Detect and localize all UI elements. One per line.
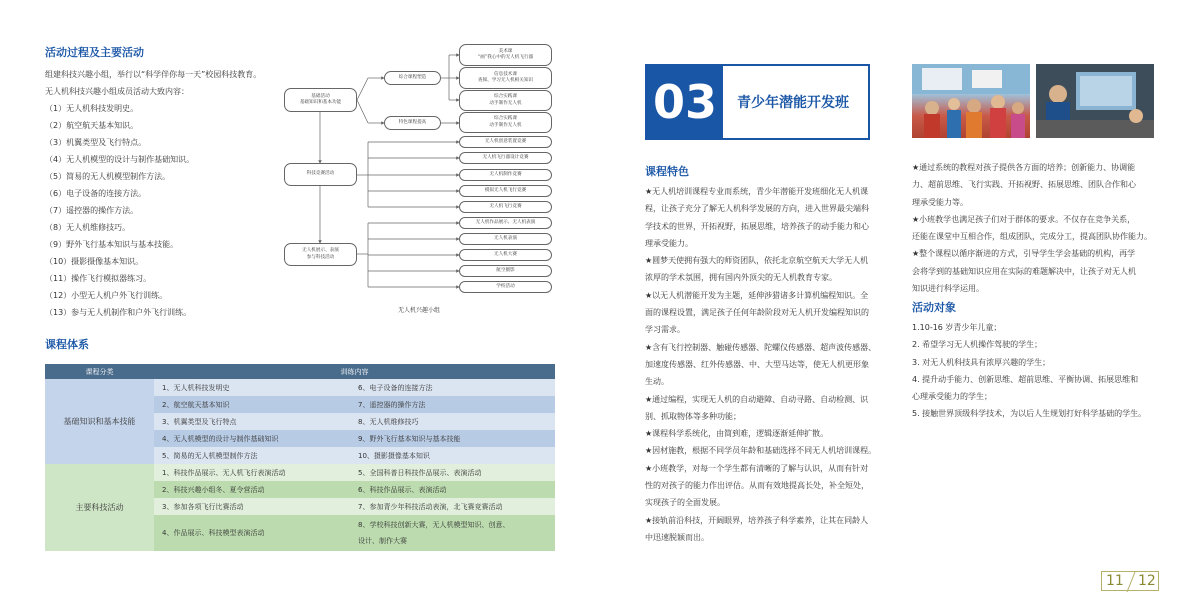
- table-cell: 4、作品展示、科技模型表演活动: [154, 515, 350, 551]
- flow-compete-item: [459, 169, 552, 181]
- cell-line: 设计、制作大赛: [358, 537, 407, 545]
- feature-line: ★圆梦天使拥有强大的师资团队，依托北京航空航天大学无人机: [645, 256, 869, 266]
- flow-show-item: [459, 265, 552, 277]
- category-cell: 基础知识和基本技能: [45, 379, 154, 464]
- flow-compete-box: [284, 163, 357, 186]
- flow-text: 参与科技活动: [306, 254, 335, 260]
- feature-line: 中迅速脱颖而出。: [645, 532, 709, 542]
- feature-line: ★以无人机潜能开发为主题，延伸涉猎诸多计算机编程知识。全: [645, 290, 869, 300]
- feature-line: 学习需求。: [645, 325, 685, 335]
- feature-line: ★通过系统的教程对孩子提供各方面的培养；创新能力、协调能: [912, 163, 1136, 172]
- table-cell: 1、无人机科技发明史: [154, 379, 350, 396]
- activity-item: （9）野外飞行基本知识与基本技能。: [45, 240, 179, 249]
- feature-line: 还能在课堂中互相合作，组成团队，完成分工，提高团队协作能力。: [912, 232, 1152, 242]
- table-cell: 9、野外飞行基本知识与基本技能: [350, 430, 555, 447]
- table-cell: 8、无人机维修技巧: [350, 413, 555, 430]
- feature-line: 理承受能力。: [645, 238, 693, 248]
- audience-item: 心理承受能力的学生；: [912, 392, 992, 402]
- flow-text: 查阅、学习无人机相关知识: [477, 78, 534, 83]
- audience-item: 5. 接触世界顶级科学技术，为以后人生规划打好科学基础的学生。: [912, 409, 1147, 419]
- feature-line: 力、超前思维、飞行实践、开拓视野、拓展思维、团队合作和心: [912, 180, 1136, 190]
- activity-item: （3）机翼类型及飞行特点。: [45, 138, 147, 147]
- photo-illustration: [912, 64, 1030, 138]
- feature-line: ★因材施教，根据不同学员年龄和基础选择不同无人机培训课程。: [645, 446, 877, 456]
- cell-line: 8、学校科技创新大赛，无人机模型知识、创意、: [358, 521, 510, 529]
- flow-root-box: [284, 88, 357, 112]
- flow-text: 无人机表演: [494, 235, 517, 241]
- section-title-activities: 活动过程及主要活动: [45, 46, 144, 59]
- flow-text: 基础知识和基本功能: [299, 100, 342, 105]
- feature-line: 实现孩子的全面发展。: [645, 498, 725, 508]
- table-row: [45, 379, 555, 396]
- features-text-col2: [912, 159, 1162, 297]
- flow-show-item: [459, 281, 552, 293]
- feature-line: 面的课程设置，满足孩子任何年龄阶段对无人机开发编程知识的: [645, 308, 869, 318]
- page-number-box: [1101, 571, 1159, 591]
- feature-line: ★课程科学系统化，由简到难，逻辑逐渐延伸扩散。: [645, 429, 829, 439]
- flow-compete-item: [459, 152, 552, 164]
- table-cell: 2、航空航天基本知识: [154, 396, 350, 413]
- flow-text: 无人机飞行竞赛: [489, 203, 522, 209]
- flow-text: 信息技术课: [494, 71, 517, 77]
- activity-item: （6）电子设备的连接方法。: [45, 189, 147, 198]
- flow-text: “画”我心中的无人机飞行器: [477, 55, 534, 60]
- table-cell: 7、遥控器的操作方法: [350, 396, 555, 413]
- table-header: 训练内容: [154, 364, 555, 379]
- flow-top-box: [459, 112, 552, 133]
- table-cell: 1、科技作品展示、无人机飞行表演活动: [154, 464, 350, 481]
- feature-line: 加速度传感器、红外传感器、中、大型马达等，使无人机更形象: [645, 359, 869, 369]
- flow-compete-item: [459, 201, 552, 213]
- table-cell: 5、简易的无人机模型制作方法: [154, 447, 350, 464]
- flow-show-item: [459, 249, 552, 261]
- activity-item: （7）遥控器的操作方法。: [45, 206, 139, 215]
- activity-item: （13）参与无人机制作和户外飞行训练。: [45, 308, 192, 317]
- table-cell: 7、参加青少年科技活动表演，北飞赛竞赛活动: [350, 498, 555, 515]
- flow-text: 科技竞赛活动: [306, 171, 335, 177]
- flow-text: 综合实践课: [494, 94, 517, 99]
- flow-text: 特色课程提高: [398, 119, 427, 125]
- feature-line: ★小班教学，对每一个学生都有清晰的了解与认识，从而有针对: [645, 463, 869, 473]
- curriculum-table: [45, 364, 555, 551]
- classroom-photo-2: [1036, 64, 1154, 138]
- feature-line: 性的对孩子的能力作出评估。从而有效地提高长处，补全短处，: [645, 481, 869, 491]
- flow-show-item: [459, 217, 552, 229]
- flow-mid-box: [384, 116, 441, 130]
- flow-compete-item: [459, 136, 552, 148]
- table-header-row: [45, 364, 555, 379]
- table-row: [45, 464, 555, 481]
- section-title-features: 课程特色: [645, 165, 689, 178]
- badge-title: 青少年潜能开发班: [737, 95, 849, 111]
- activity-item: （12）小型无人机户外飞行训练。: [45, 291, 168, 300]
- table-cell: 4、无人机模型的设计与制作基础知识: [154, 430, 350, 447]
- features-text: [645, 183, 890, 546]
- flow-top-box: [459, 90, 552, 111]
- table-header: 课程分类: [45, 364, 154, 379]
- classroom-photo-1: [912, 64, 1030, 138]
- feature-line: 浓厚的学术氛围，拥有国内外顶尖的无人机教育专家。: [645, 273, 837, 283]
- audience-item: 4. 提升动手能力、创新思维、超前思维、平衡协调、拓展思维和: [912, 374, 1139, 384]
- section-title-curriculum: 课程体系: [45, 338, 89, 351]
- page-divider: [1126, 572, 1136, 592]
- category-cell: 主要科技活动: [45, 464, 154, 551]
- feature-line: 知识进行科学运用。: [912, 284, 984, 294]
- activity-item: （1）无人机科技发明史。: [45, 104, 139, 113]
- flow-text: 学校活动: [496, 283, 515, 289]
- badge-number: 03: [647, 66, 723, 138]
- audience-item: 2. 希望学习无人机操作驾驶的学生；: [912, 340, 1043, 350]
- flowchart-caption: 无人机兴趣小组: [398, 307, 441, 314]
- activity-item: （4）无人机模型的设计与制作基础知识。: [45, 155, 195, 164]
- feature-line: 生动。: [645, 377, 669, 387]
- feature-line: ★通过编程，实现无人机的自动避障、自动寻路、自动检测、识: [645, 394, 869, 404]
- table-cell: [350, 515, 555, 551]
- flow-top-box: [459, 67, 552, 89]
- flow-text: 无人机创意装置竞赛: [484, 138, 527, 144]
- table-cell: 3、机翼类型及飞行特点: [154, 413, 350, 430]
- table-cell: 2、科技兴趣小组冬、夏令营活动: [154, 481, 350, 498]
- feature-line: ★含有飞行控制器、触碰传感器、陀螺仪传感器、超声波传感器、: [645, 342, 877, 352]
- feature-line: ★无人机培训课程专业而系统，青少年潜能开发班细化无人机课: [645, 187, 869, 196]
- photo-illustration: [1036, 64, 1154, 138]
- flow-compete-item: [459, 185, 552, 197]
- feature-line: 学技术的世界，开拓视野，拓展思维，培养孩子的动手能力和心: [645, 221, 869, 231]
- feature-line: 理承受能力等。: [912, 197, 968, 207]
- flow-text: 无人机作品展示、无人机表演: [475, 219, 536, 225]
- activity-item: （5）简易的无人机模型制作方法。: [45, 172, 171, 181]
- feature-line: ★小班教学也满足孩子们对于群体的要求。不仅存在竞争关系，: [912, 214, 1136, 224]
- intro-line-2: 无人机科技兴趣小组成员活动大致内容：: [45, 87, 189, 96]
- audience-item: 1.10-16 岁青少年儿童；: [912, 323, 1002, 332]
- table-cell: 5、全国科普日科技作品展示、表演活动: [350, 464, 555, 481]
- page-number-left: 11: [1106, 573, 1124, 589]
- flow-text: 综合实践课: [494, 116, 517, 121]
- flow-show-box: [284, 243, 357, 266]
- audience-list: [912, 319, 1162, 423]
- flow-text: 模拟无人机飞行竞赛: [484, 187, 527, 193]
- section-title-audience: 活动对象: [912, 301, 956, 314]
- feature-line: ★接轨前沿科技，开阔眼界，培养孩子科学素养，让其在同龄人: [645, 515, 869, 525]
- intro-line-1: 组建科技兴趣小组，举行以“科学伴你每一天”校园科技教育。: [45, 70, 262, 79]
- table-cell: 10、摄影摄像基本知识: [350, 447, 555, 464]
- feature-line: 程，让孩子充分了解无人机科学发展的方向，进入世界最尖端科: [645, 204, 869, 214]
- flow-text: 航空摄影: [496, 267, 515, 273]
- activity-item: （10）摄影摄像基本知识。: [45, 257, 144, 266]
- audience-item: 3. 对无人机科技具有浓厚兴趣的学生；: [912, 357, 1051, 367]
- flow-text: 无人机制作竞赛: [489, 171, 522, 177]
- feature-line: 会将学到的基础知识应用在实际的难题解决中，让孩子对无人机: [912, 266, 1136, 276]
- activity-item: （8）无人机维修技巧。: [45, 223, 131, 232]
- flow-text: 综合课程塑造: [398, 74, 427, 80]
- table-cell: 6、电子设备的连接方法: [350, 379, 555, 396]
- flow-text: 美术课: [498, 48, 513, 54]
- page-number-right: 12: [1138, 573, 1156, 589]
- table-cell: 6、科技作品展示、表演活动: [350, 481, 555, 498]
- flow-text: 基础活动: [311, 93, 330, 99]
- flow-top-box: [459, 44, 552, 66]
- flow-show-item: [459, 233, 552, 245]
- flow-text: 无人机飞行器设计竞赛: [482, 154, 529, 160]
- flow-text: 动手制作无人机: [489, 100, 522, 106]
- feature-line: 别、抓取物体等多种功能；: [645, 411, 741, 421]
- flow-text: 动手制作无人机: [489, 122, 522, 128]
- flowchart: [0, 0, 600, 330]
- table-cell: 3、参加各项飞行比赛活动: [154, 498, 350, 515]
- flow-text: 无人机大赛: [494, 251, 517, 257]
- flow-mid-box: [384, 71, 441, 85]
- feature-line: ★整个课程以循序渐进的方式，引导学生学会基础的机构，再学: [912, 249, 1136, 259]
- activity-item: （11）操作飞行模拟器练习。: [45, 274, 152, 283]
- activity-item: （2）航空航天基本知识。: [45, 121, 139, 130]
- flow-text: 无人机展示、表演: [302, 248, 339, 253]
- section-badge: [645, 64, 870, 140]
